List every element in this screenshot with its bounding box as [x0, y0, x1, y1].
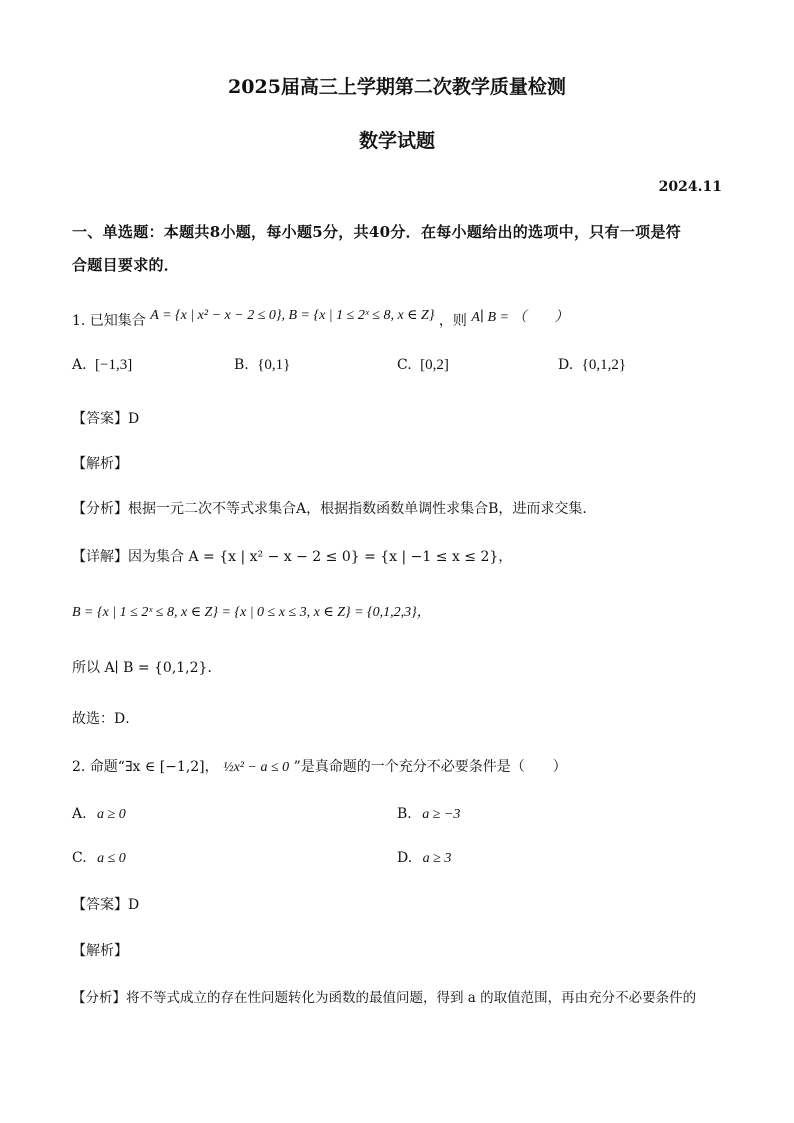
q1-answer: 【答案】D: [72, 411, 140, 427]
option-label: B.: [234, 357, 249, 373]
exam-subtitle: 数学试题: [358, 130, 435, 152]
q1-analysis-heading: 【解析】: [72, 456, 128, 472]
q1-option-c: [397, 357, 449, 374]
exam-date: 2024.11: [658, 179, 722, 195]
q1-stem-suffix: ，则: [438, 313, 467, 329]
q2-stem-math: ½x² − a ≤ 0: [223, 760, 290, 775]
option-label: B.: [397, 806, 412, 822]
option-value: {0,1,2}: [581, 357, 627, 373]
exam-title: 2025届高三上学期第二次教学质量检测: [228, 76, 566, 98]
q2-analysis-heading: 【解析】: [72, 943, 128, 959]
q1-stem-prefix: 1. 已知集合: [72, 313, 146, 329]
q1-fenxi: 【分析】根据一元二次不等式求集合A，根据指数函数单调性求集合B，进而求交集.: [72, 501, 587, 517]
q1-detail-3: 所以 A∣ B = {0,1,2}．: [72, 660, 222, 676]
q1-detail-2: B = {x | 1 ≤ 2ˣ ≤ 8, x ∈ Z} = {x | 0 ≤ x ≤ 3, x ∈ Z} = {0,1,2,3}，: [72, 605, 431, 620]
option-value: a ≥ 0: [97, 807, 126, 822]
option-label: A.: [72, 806, 87, 822]
q1-choose: 故选：D．: [72, 711, 140, 727]
q2-option-b: [397, 806, 460, 823]
option-value: a ≥ −3: [422, 807, 461, 822]
option-label: D.: [397, 850, 413, 866]
section-heading-line1: 一、单选题：本题共8小题，每小题5分，共40分．在每小题给出的选项中，只有一项是符: [72, 223, 682, 241]
q1-stem: [72, 310, 568, 330]
option-value: [0,2]: [420, 357, 449, 373]
q2-fenxi: 【分析】将不等式成立的存在性问题转化为函数的最值问题，得到 a 的取值范围，再由充分不必要条件的: [72, 990, 697, 1006]
q2-stem-prefix: 2. 命题“∃x ∈ [−1,2]，: [72, 759, 219, 775]
q2-stem-suffix: ”是真命题的一个充分不必要条件是（ ）: [293, 759, 567, 775]
q1-detail-1: 【详解】因为集合 A = {x | x² − x − 2 ≤ 0} = {x | −1 ≤ x ≤ 2}，: [72, 549, 513, 565]
option-value: a ≥ 3: [422, 851, 452, 866]
q1-option-a: [72, 357, 132, 374]
q2-answer: 【答案】D: [72, 897, 140, 913]
q1-option-b: [234, 357, 290, 374]
option-label: C.: [72, 850, 87, 866]
q2-option-a: [72, 806, 126, 823]
option-value: a ≤ 0: [97, 851, 126, 866]
option-value: {0,1}: [257, 357, 291, 373]
option-label: D.: [558, 357, 574, 373]
option-label: A.: [72, 357, 87, 373]
q2-option-d: [397, 850, 451, 867]
q1-stem-tail: A∣ B = （ ）: [471, 310, 569, 325]
option-label: C.: [397, 357, 412, 373]
q1-stem-math: A = {x | x² − x − 2 ≤ 0}, B = {x | 1 ≤ 2ˣ ≤ 8, x ∈ Z}: [150, 308, 435, 323]
section-heading-line2: 合题目要求的．: [72, 256, 180, 274]
option-value: [−1,3]: [95, 357, 133, 373]
q2-option-c: [72, 850, 126, 867]
q1-option-d: [558, 357, 626, 374]
q2-stem: [72, 756, 567, 776]
